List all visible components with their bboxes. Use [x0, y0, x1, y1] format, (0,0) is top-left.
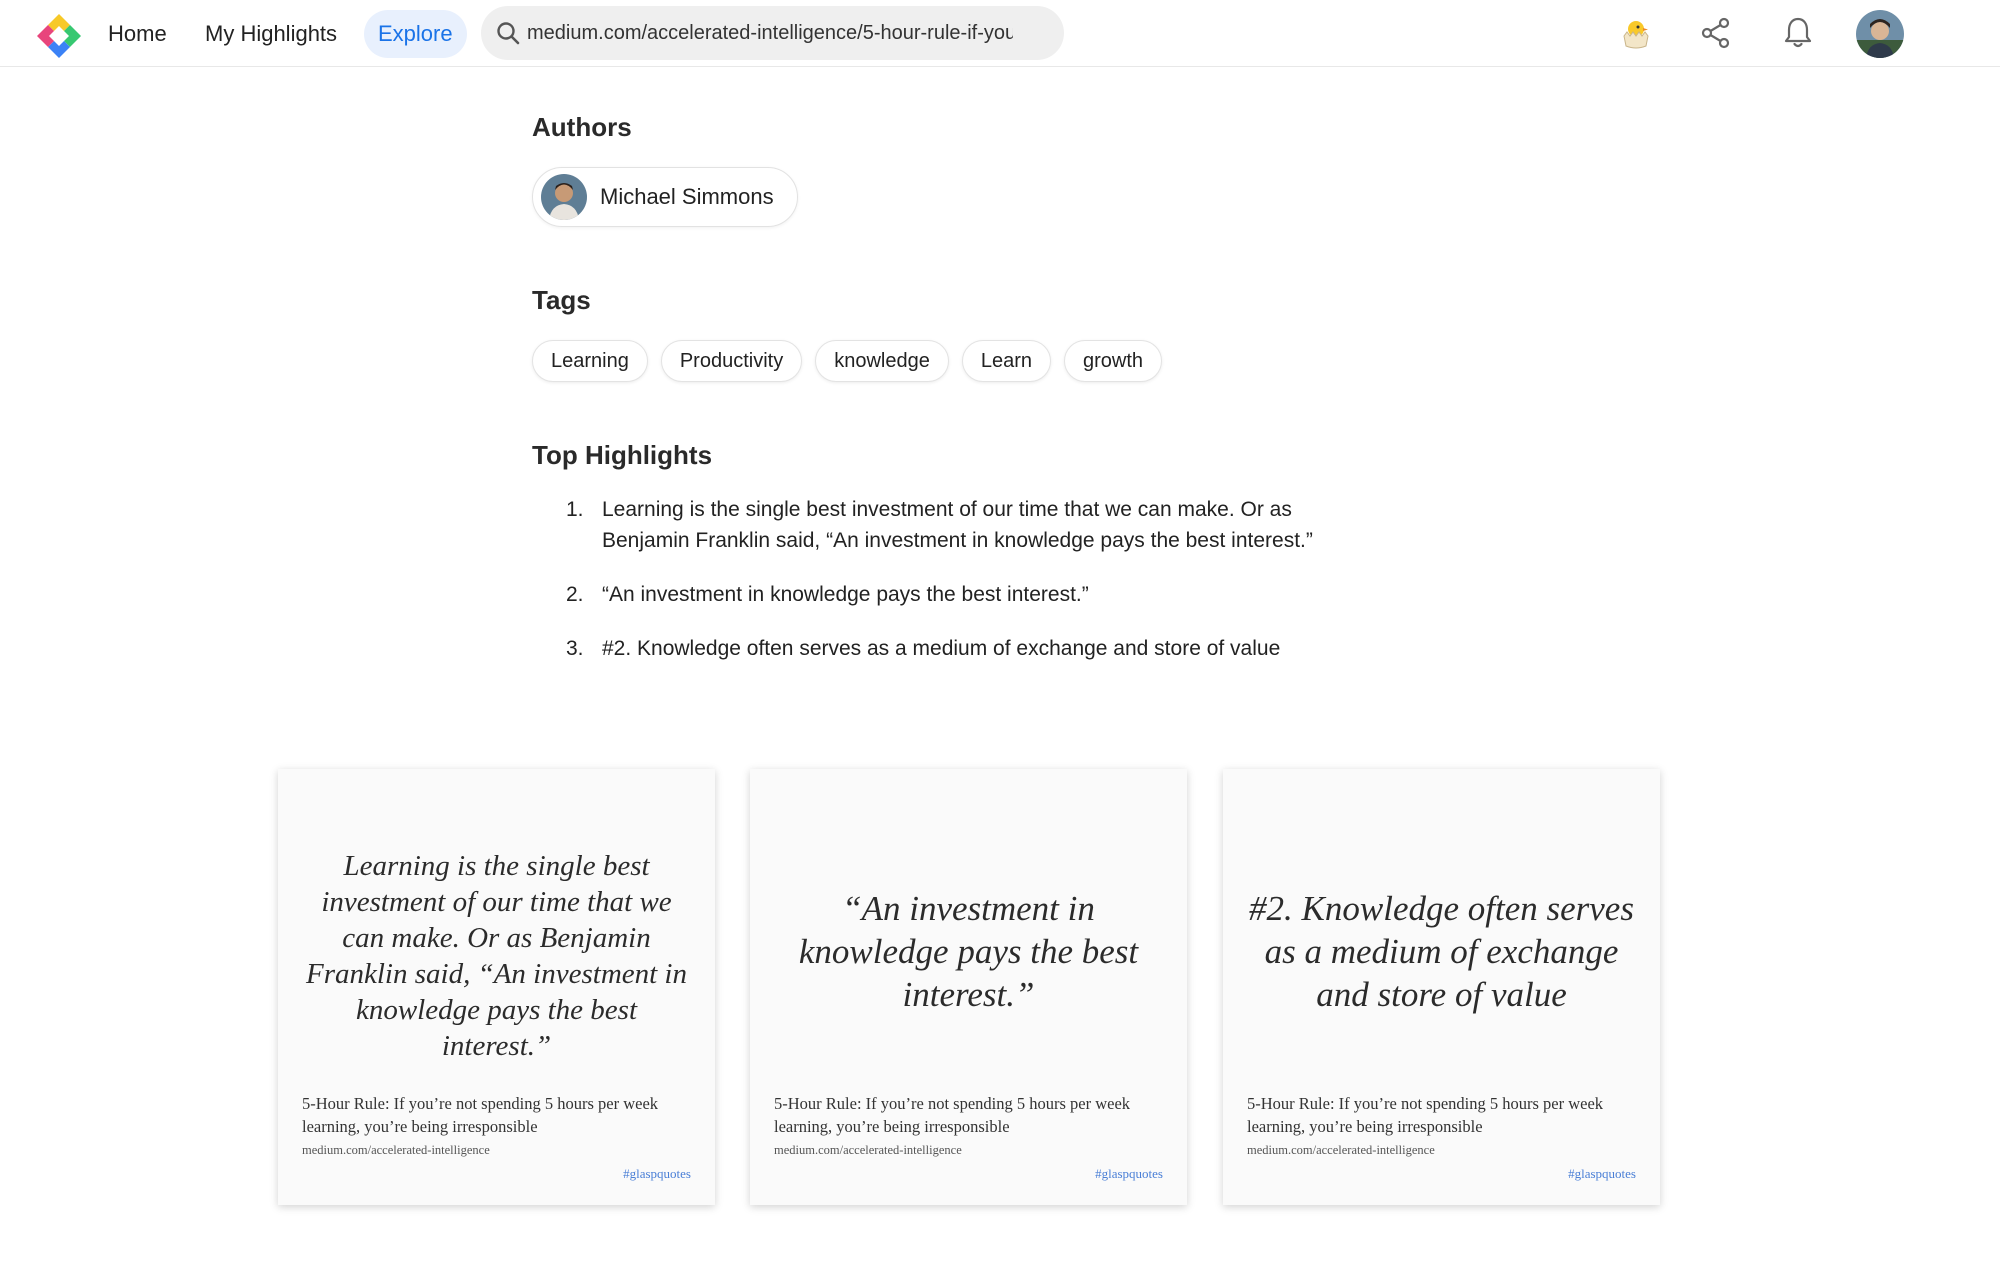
highlights-list: [532, 494, 1432, 687]
author-avatar: [541, 174, 587, 220]
nav-home-link[interactable]: Home: [108, 21, 167, 46]
quote-card[interactable]: [278, 769, 715, 1205]
search-bar[interactable]: [481, 6, 1064, 60]
user-avatar-icon: [1856, 10, 1904, 58]
tag-learning[interactable]: Learning: [532, 340, 648, 382]
author-avatar-icon: [541, 174, 587, 220]
top-highlights-heading: Top Highlights: [532, 440, 713, 470]
nav-my-highlights-link[interactable]: My Highlights: [205, 21, 338, 46]
card-source: medium.com/accelerated-intelligence: [302, 1143, 490, 1157]
nav-explore-link[interactable]: Explore: [364, 10, 467, 58]
tag-learn[interactable]: Learn: [962, 340, 1051, 382]
tag-productivity[interactable]: Productivity: [661, 340, 802, 382]
top-nav: [0, 0, 2000, 67]
card-hashtag: #glaspquotes: [1568, 1166, 1636, 1181]
author-name: Michael Simmons: [600, 184, 774, 209]
tag-list: [532, 340, 1162, 382]
list-item: [532, 494, 1432, 556]
share-icon[interactable]: [1697, 14, 1735, 52]
tag-growth[interactable]: growth: [1064, 340, 1162, 382]
highlight-number: 1.: [566, 498, 584, 521]
card-quote: [774, 821, 1163, 1081]
quote-card[interactable]: [1223, 769, 1660, 1205]
authors-heading: Authors: [532, 112, 632, 142]
card-article-title: 5-Hour Rule: If you’re not spending 5 hours per week learning, you’re being irresponsible: [302, 1094, 659, 1136]
user-avatar[interactable]: [1856, 10, 1904, 58]
card-quote: [302, 815, 691, 1097]
app-logo-icon[interactable]: [36, 12, 82, 58]
bell-icon[interactable]: [1779, 14, 1817, 52]
highlight-number: 2.: [566, 583, 584, 606]
highlight-number: 3.: [566, 637, 584, 660]
highlight-text: #2. Knowledge often serves as a medium of exchange and store of value: [602, 637, 1281, 660]
list-item: [532, 633, 1432, 664]
card-quote-text: #2. Knowledge often serves as a medium of exchange and store of value: [1249, 888, 1634, 1014]
tag-knowledge[interactable]: knowledge: [815, 340, 949, 382]
card-hashtag: #glaspquotes: [623, 1166, 691, 1181]
card-quote-text: “An investment in knowledge pays the best interest.”: [798, 888, 1139, 1014]
card-source: medium.com/accelerated-intelligence: [1247, 1143, 1435, 1157]
card-article-title: 5-Hour Rule: If you’re not spending 5 hours per week learning, you’re being irresponsible: [774, 1094, 1131, 1136]
chick-icon[interactable]: [1617, 14, 1655, 52]
card-quote-text: Learning is the single best investment of our time that we can make. Or as Benjamin Franklin said, “An investment in knowledge pays the best interest.”: [306, 850, 687, 1062]
search-icon: [495, 20, 521, 46]
highlight-text: “An investment in knowledge pays the best interest.”: [602, 583, 1089, 606]
card-article-title: 5-Hour Rule: If you’re not spending 5 hours per week learning, you’re being irresponsible: [1247, 1094, 1604, 1136]
author-chip[interactable]: [532, 167, 798, 227]
tags-heading: Tags: [532, 285, 591, 315]
card-quote: [1247, 821, 1636, 1081]
list-item: [532, 579, 1432, 610]
card-hashtag: #glaspquotes: [1095, 1166, 1163, 1181]
search-input[interactable]: [527, 6, 1013, 60]
highlight-text: Learning is the single best investment of our time that we can make. Or as Benjamin Franklin said, “An investment in knowledge pays the best interest.”: [602, 498, 1313, 552]
quote-card[interactable]: [750, 769, 1187, 1205]
card-source: medium.com/accelerated-intelligence: [774, 1143, 962, 1157]
